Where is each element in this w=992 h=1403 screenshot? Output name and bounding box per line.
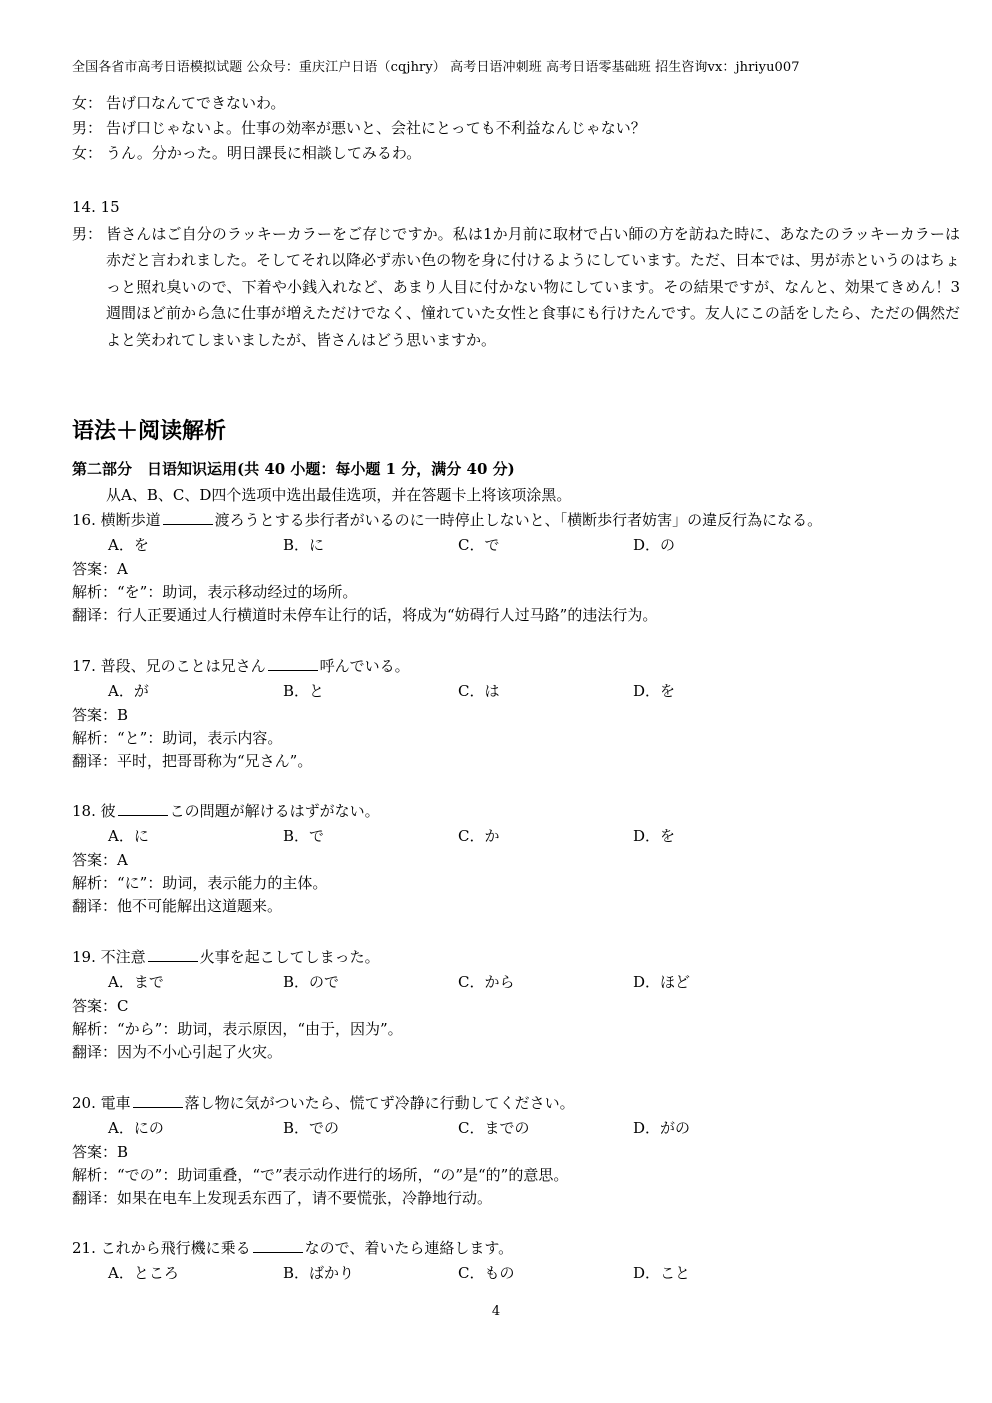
stem-text: 19. 不注意	[72, 948, 146, 966]
translation-line: 翻译：他不可能解出这道题来。	[72, 897, 283, 915]
stem-text: 20. 電車	[72, 1094, 131, 1112]
question-stem	[72, 508, 942, 532]
options-row	[72, 969, 942, 995]
translation-line: 翻译：因为不小心引起了火灾。	[72, 1043, 283, 1061]
dialogue-line	[72, 92, 932, 115]
stem-text: 渡ろうとする歩行者がいるのに一時停止しないと、「横断歩行者妨害」の違反行為になる。	[214, 511, 823, 529]
question-number-label: 14. 15	[72, 198, 120, 216]
option-a[interactable]: A．ところ	[108, 1264, 179, 1282]
page-header: 全国各省市高考日语模拟试题 公众号：重庆江户日语（cqjhry） 高考日语冲刺班 高考日语零基础班 招生咨询vx：jhriyu007	[72, 60, 800, 75]
option-d[interactable]: D．を	[633, 682, 676, 700]
answer-blank	[133, 1093, 183, 1108]
dialogue-text: 告げ口じゃないよ。仕事の効率が悪いと、会社にとっても不利益なんじゃない？	[106, 119, 646, 137]
option-d[interactable]: D．がの	[633, 1119, 691, 1137]
speaker-label: 女：	[72, 94, 103, 112]
dialogue-text: 告げ口なんてできないわ。	[106, 94, 286, 112]
translation-line: 翻译：如果在电车上发现丢东西了，请不要慌张，冷静地行动。	[72, 1189, 493, 1207]
stem-text: 火事を起こしてしまった。	[199, 948, 380, 966]
option-d[interactable]: D．の	[633, 536, 676, 554]
part-title: 第二部分 日语知识运用(共 40 小题：每小题 1 分，满分 40 分)	[72, 460, 515, 478]
option-d[interactable]: D．ほど	[633, 973, 691, 991]
stem-text: この問題が解けるはずがない。	[169, 802, 380, 820]
speaker-label: 男：	[72, 119, 103, 137]
section-title: 语法＋阅读解析	[72, 419, 227, 444]
monologue-paragraph	[72, 221, 960, 353]
option-c[interactable]: C．から	[458, 973, 515, 991]
question-19	[72, 945, 942, 1064]
question-stem	[72, 654, 942, 678]
option-b[interactable]: B．ばかり	[283, 1264, 355, 1282]
analysis-line: 解析：“での”：助词重叠，“で”表示动作进行的场所，“の”是“的”的意思。	[72, 1166, 569, 1184]
question-stem	[72, 1236, 942, 1260]
stem-text: 18. 彼	[72, 802, 116, 820]
option-c[interactable]: C．は	[458, 682, 500, 700]
answer-line: 答案：B	[72, 706, 129, 724]
option-a[interactable]: A．が	[108, 682, 149, 700]
option-d[interactable]: D．を	[633, 827, 676, 845]
option-c[interactable]: C．もの	[458, 1264, 515, 1282]
question-stem	[72, 799, 942, 823]
monologue-text: 皆さんはご自分のラッキーカラーをご存じですか。私は1か月前に取材で占い師の方を訪ねた時に、あなたのラッキーカラーは赤だと言われました。そしてそれ以降必ず赤い色の物を身に付けるようにしています。ただ、日本では、男が赤というのはちょっと照れ臭いので、下着や小銭入れなど、あまり人目に付かない物にしています。その結果ですが、なんと、効果てきめん！3週間ほど前から急に仕事が増えただけでなく、憧れていた女性と食事にも行けたんです。友人にこの話をしたら、ただの偶然だよと笑われてしまいましたが、皆さんはどう思いますか。	[106, 225, 960, 349]
question-17	[72, 654, 942, 773]
option-a[interactable]: A．に	[108, 827, 149, 845]
option-a[interactable]: A．まで	[108, 973, 164, 991]
stem-text: 21. これから飛行機に乗る	[72, 1239, 251, 1257]
stem-text: 16. 横断歩道	[72, 511, 161, 529]
stem-text: 落し物に気がついたら、慌てず冷静に行動してください。	[184, 1094, 575, 1112]
analysis-line: 解析：“を”：助词，表示移动经过的场所。	[72, 583, 358, 601]
instruction-text: 从A、B、C、D四个选项中选出最佳选项，并在答题卡上将该项涂黑。	[106, 486, 572, 504]
dialogue-block	[72, 92, 932, 165]
option-b[interactable]: B．ので	[283, 973, 340, 991]
answer-line: 答案：A	[72, 560, 128, 578]
dialogue-line	[72, 142, 932, 165]
question-18	[72, 799, 942, 918]
analysis-line: 解析：“に”：助词，表示能力的主体。	[72, 874, 328, 892]
question-20	[72, 1091, 942, 1210]
translation-line: 翻译：平时，把哥哥称为“兄さん”。	[72, 752, 313, 770]
option-c[interactable]: C．までの	[458, 1119, 530, 1137]
options-row	[72, 678, 942, 704]
answer-blank	[163, 510, 213, 525]
option-a[interactable]: A．にの	[108, 1119, 164, 1137]
dialogue-text: うん。分かった。明日課長に相談してみるわ。	[106, 144, 422, 162]
answer-line: 答案：C	[72, 997, 129, 1015]
question-16	[72, 508, 942, 627]
stem-text: なので、着いたら連絡します。	[304, 1239, 514, 1257]
option-b[interactable]: B．に	[283, 536, 325, 554]
page-number: 4	[491, 1304, 501, 1319]
option-d[interactable]: D．こと	[633, 1264, 691, 1282]
options-row	[72, 823, 942, 849]
option-b[interactable]: B．と	[283, 682, 325, 700]
analysis-line: 解析：“と”：助词，表示内容。	[72, 729, 283, 747]
option-b[interactable]: B．で	[283, 827, 325, 845]
question-21	[72, 1236, 942, 1286]
question-stem	[72, 1091, 942, 1115]
speaker-label: 男：	[72, 225, 103, 243]
answer-blank	[253, 1238, 303, 1253]
options-row	[72, 532, 942, 558]
dialogue-line	[72, 117, 932, 140]
answer-blank	[268, 656, 318, 671]
speaker-label: 女：	[72, 144, 103, 162]
option-a[interactable]: A．を	[108, 536, 149, 554]
stem-text: 17. 普段、兄のことは兄さん	[72, 657, 266, 675]
option-c[interactable]: C．で	[458, 536, 500, 554]
answer-blank	[148, 947, 198, 962]
answer-line: 答案：B	[72, 1143, 129, 1161]
translation-line: 翻译：行人正要通过人行横道时未停车让行的话，将成为“妨碍行人过马路”的违法行为。	[72, 606, 658, 624]
options-row	[72, 1260, 942, 1286]
stem-text: 呼んでいる。	[319, 657, 410, 675]
answer-line: 答案：A	[72, 851, 128, 869]
option-c[interactable]: C．か	[458, 827, 500, 845]
question-stem	[72, 945, 942, 969]
answer-blank	[118, 801, 168, 816]
options-row	[72, 1115, 942, 1141]
option-b[interactable]: B．での	[283, 1119, 340, 1137]
analysis-line: 解析：“から”：助词，表示原因，“由于，因为”。	[72, 1020, 403, 1038]
